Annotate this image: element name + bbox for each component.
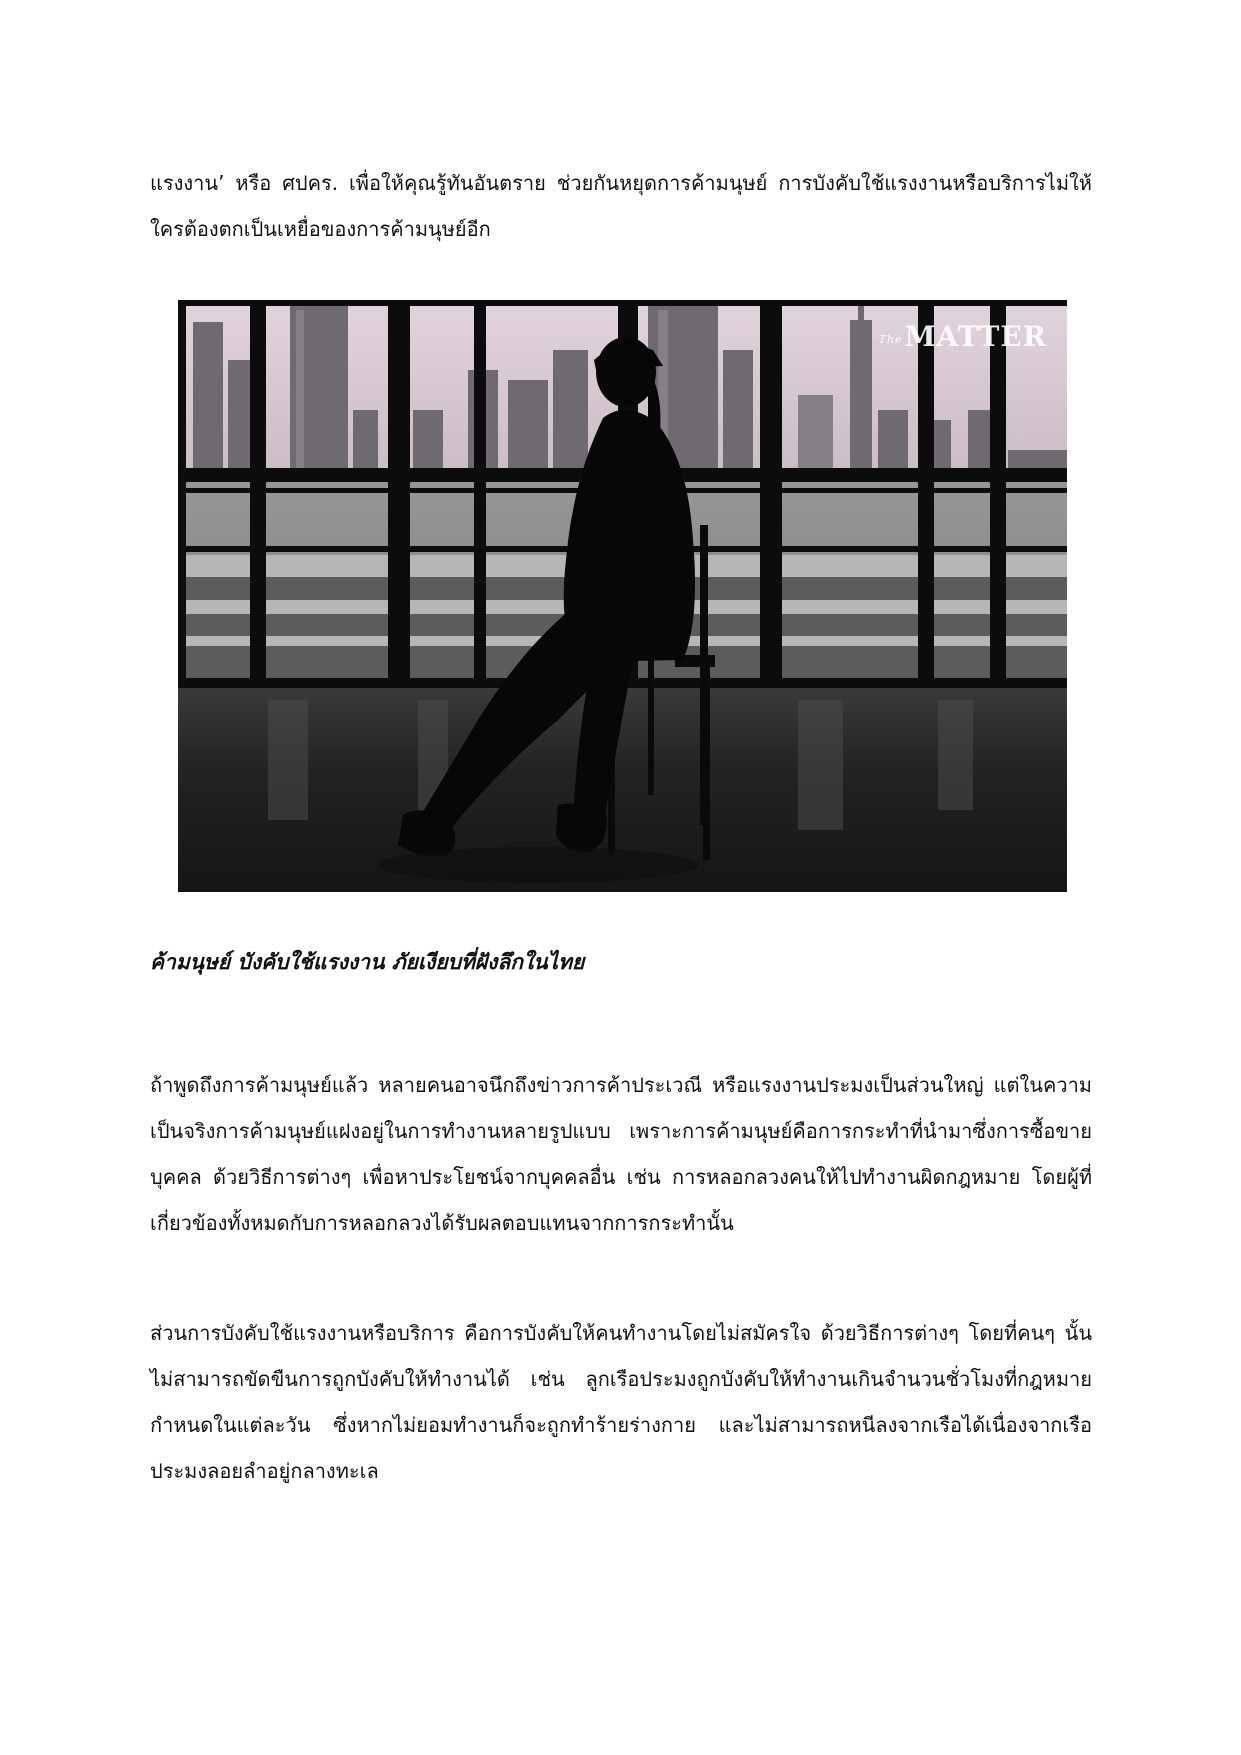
watermark-prefix: The — [878, 333, 903, 346]
photo-watermark — [879, 320, 1047, 353]
section-heading: ค้ามนุษย์ บังคับใช้แรงงาน ภัยเงียบที่ฝังลึกในไทย — [150, 950, 585, 974]
body-paragraph-1: ถ้าพูดถึงการค้ามนุษย์แล้ว หลายคนอาจนึกถึงข่าวการค้าประเวณี หรือแรงงานประมงเป็นส่วนใหญ่ แต่ในความเป็นจริงการค้ามนุษย์แฝงอยู่ในการทำงานหลายรูปแบบ เพราะการค้ามนุษย์คือการกระทำที่นำมาซึ่งการซื้อขายบุคคล ด้วยวิธีการต่างๆ เพื่อหาประโยชน์จากบุคคลอื่น เช่น การหลอกลวงคนให้ไปทำงานผิดกฎหมาย โดยผู้ที่เกี่ยวข้องทั้งหมดกับการหลอกลวงได้รับผลตอบแทนจากการกระทำนั้น — [150, 1073, 1092, 1235]
watermark-main: MATTER — [904, 320, 1047, 353]
body-paragraph-2: ส่วนการบังคับใช้แรงงานหรือบริการ คือการบังคับให้คนทำงานโดยไม่สมัครใจ ด้วยวิธีการต่างๆ โดยที่คนๆ นั้นไม่สามารถขัดขืนการถูกบังคับให้ทำงานได้ เช่น ลูกเรือประมงถูกบังคับให้ทำงานเกินจำนวนชั่วโมงที่กฎหมายกำหนดในแต่ละวัน ซึ่งหากไม่ยอมทำงานก็จะถูกทำร้ายร่างกาย และไม่สามารถหนีลงจากเรือได้เนื่องจากเรือประมงลอยลำอยู่กลางทะเล — [150, 1321, 1092, 1483]
article-photo — [178, 300, 1067, 892]
silhouette-illustration — [178, 300, 1067, 892]
intro-paragraph: แรงงาน’ หรือ ศปคร. เพื่อให้คุณรู้ทันอันตราย ช่วยกันหยุดการค้ามนุษย์ การบังคับใช้แรงงานหรือบริการไม่ให้ใครต้องตกเป็นเหยื่อของการค้ามนุษย์อีก — [150, 171, 1092, 241]
